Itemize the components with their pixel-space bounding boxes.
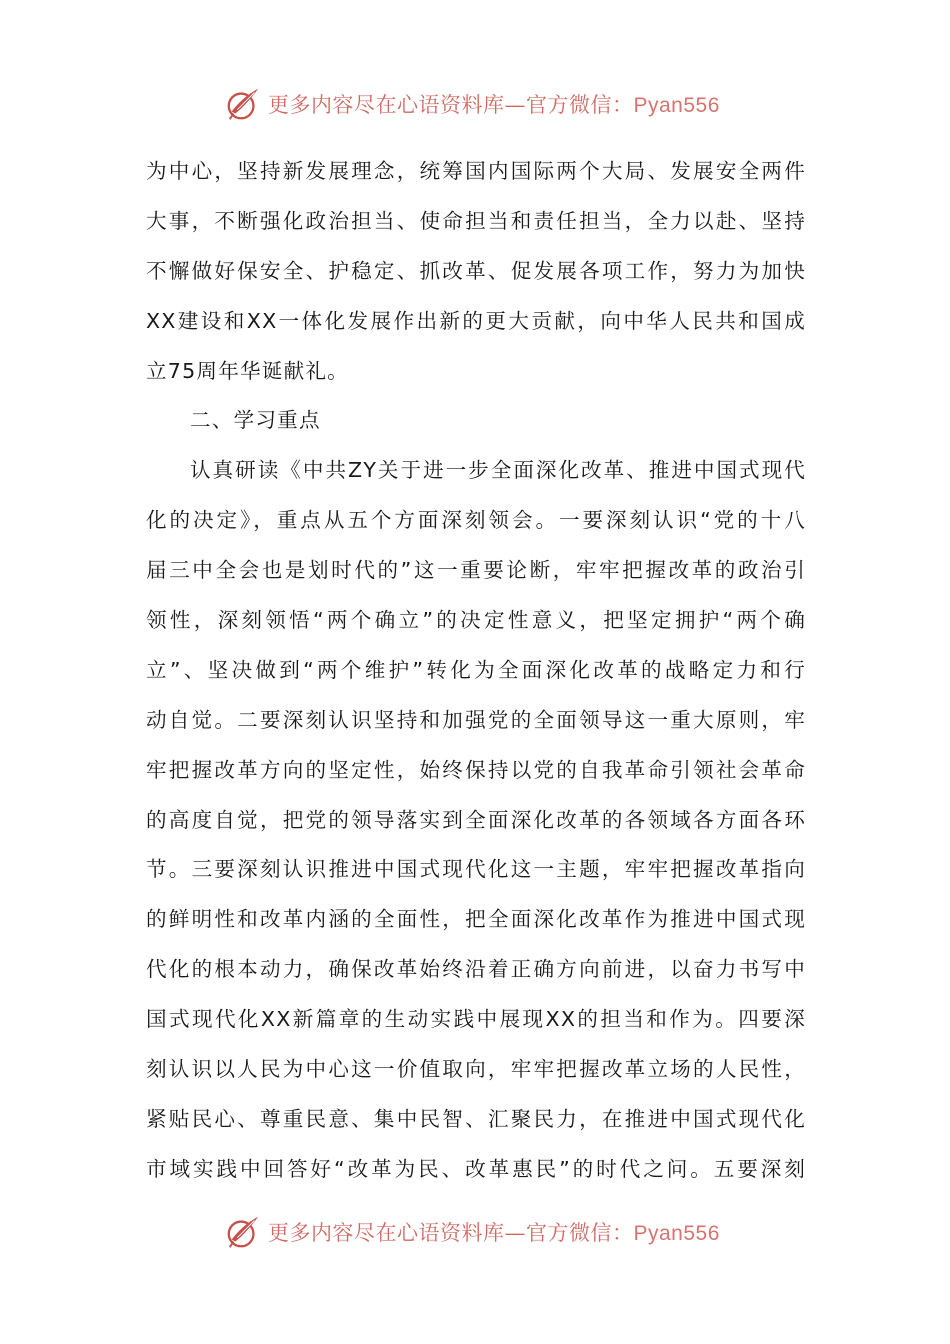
paragraph [146,147,806,396]
text-line: 领性，深刻领悟“两个确立”的决定性意义，把坚定拥护“两个确 [146,608,806,633]
text-line: 动自觉。二要深刻认识坚持和加强党的全面领导这一重大原则，牢 [146,707,806,732]
text-line: 不懈做好保安全、护稳定、抓改革、促发展各项工作，努力为加快 [146,258,806,283]
watermark-wechat-id: Pyan556 [633,1222,720,1245]
header-watermark [224,84,744,124]
text-line: 市域实践中回答好“改革为民、改革惠民”的时代之问。五要深刻 [146,1156,806,1181]
watermark-text [268,89,720,119]
document-body [146,147,806,1195]
text-line: 届三中全会也是划时代的”这一重要论断，牢牢把握改革的政治引 [146,558,806,583]
section-heading [146,396,806,446]
watermark-label: 更多内容尽在心语资料库—官方微信： [268,93,634,117]
footer-watermark [224,1212,744,1252]
text-line: 认真研读《中共ZY关于进一步全面深化改革、推进中国式现代 [190,458,806,483]
heading-line: 二、学习重点 [190,408,321,433]
quill-pen-circle-logo-icon [224,1213,262,1251]
paragraph [146,446,806,1194]
text-line: 国式现代化XX新篇章的生动实践中展现XX的担当和作为。四要深 [146,1007,806,1032]
text-line: 为中心，坚持新发展理念，统筹国内国际两个大局、发展安全两件 [146,159,806,183]
text-line: 的高度自觉，把党的领导落实到全面深化改革的各领域各方面各环 [146,807,806,832]
text-line: 牢把握改革方向的坚定性，始终保持以党的自我革命引领社会革命 [146,757,806,782]
watermark-label: 更多内容尽在心语资料库—官方微信： [268,1221,634,1245]
text-line: 化的决定》，重点从五个方面深刻领会。一要深刻认识“党的十八 [146,508,806,533]
text-line: 刻认识以人民为中心这一价值取向，牢牢把握改革立场的人民性， [146,1057,806,1082]
text-line: 立”、坚决做到“两个维护”转化为全面深化改革的战略定力和行 [146,657,806,682]
text-line: 的鲜明性和改革内涵的全面性，把全面深化改革作为推进中国式现 [146,907,806,932]
text-line: 代化的根本动力，确保改革始终沿着正确方向前进，以奋力书写中 [146,957,806,982]
quill-pen-circle-logo-icon [224,85,262,123]
watermark-text [268,1217,720,1247]
text-line: XX建设和XX一体化发展作出新的更大贡献，向中华人民共和国成 [146,308,806,333]
text-line: 立75周年华诞献礼。 [146,358,349,383]
text-line: 节。三要深刻认识推进中国式现代化这一主题，牢牢把握改革指向 [146,857,806,882]
text-line: 紧贴民心、尊重民意、集中民智、汇聚民力，在推进中国式现代化 [146,1106,806,1131]
watermark-wechat-id: Pyan556 [633,94,720,117]
text-line: 大事，不断强化政治担当、使命担当和责任担当，全力以赴、坚持 [146,208,806,233]
